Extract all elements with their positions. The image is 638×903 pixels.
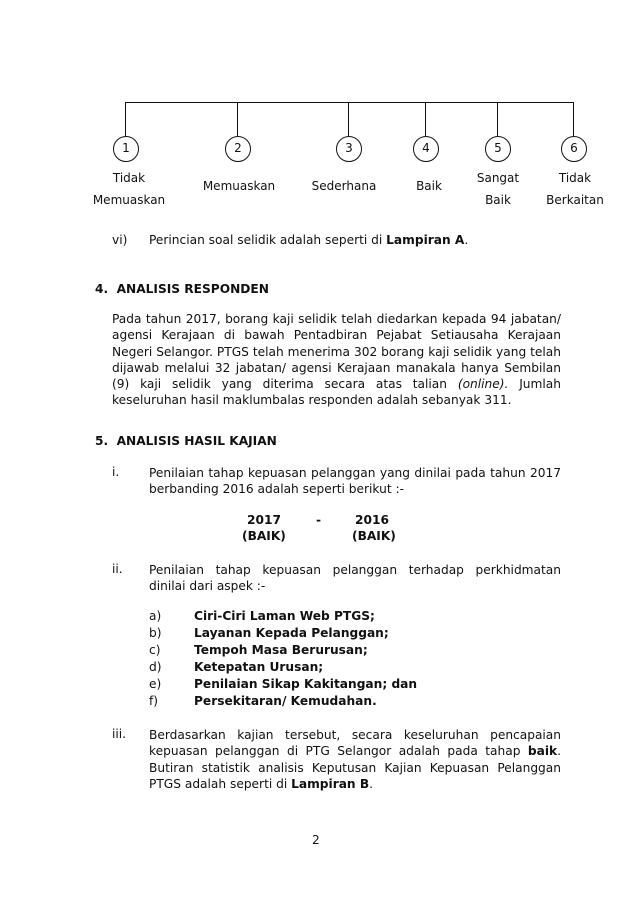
aspect-letter: d) — [149, 660, 162, 674]
page-number: 2 — [312, 833, 320, 847]
aspect-letter: a) — [149, 609, 162, 623]
aspect-letter: e) — [149, 677, 162, 691]
scale-tick — [497, 102, 498, 136]
scale-circle: 4 — [413, 136, 439, 162]
scale-tick — [425, 102, 426, 136]
item-vi-body: Perincian soal selidik adalah seperti di — [149, 233, 387, 247]
scale-circle: 3 — [336, 136, 362, 162]
aspect-letter: f) — [149, 694, 159, 708]
section-4-text-end: Jumlah keseluruhan hasil maklumbalas responden adalah sebanyak 311. — [112, 377, 561, 408]
lampiran-b-ref: Lampiran B — [291, 776, 370, 791]
scale-label: Memuaskan — [92, 193, 166, 207]
item-vi-marker: vi) — [112, 233, 128, 247]
scale-label: Sangat — [476, 171, 520, 185]
item-ii-text: Penilaian tahap kepuasan pelanggan terhadap perkhidmatan dinilai dari aspek :- — [149, 563, 561, 594]
scale-circle: 5 — [485, 136, 511, 162]
scale-circle: 6 — [561, 136, 587, 162]
aspect-item: Layanan Kepada Pelanggan; — [194, 626, 389, 640]
scale-tick — [237, 102, 238, 136]
baik-bold: baik — [527, 744, 558, 759]
year-2016: 2016 — [355, 513, 389, 527]
aspect-item: Penilaian Sikap Kakitangan; dan — [194, 677, 418, 691]
scale-label: Berkaitan — [546, 193, 604, 207]
rating-2016: (BAIK) — [352, 529, 396, 543]
aspect-letter: b) — [149, 626, 162, 640]
scale-label: Memuaskan — [202, 179, 276, 193]
aspect-item: Persekitaran/ Kemudahan. — [194, 694, 377, 708]
item-iii-marker: iii. — [112, 727, 127, 741]
item-vi-end: . — [464, 233, 469, 247]
scale-tick — [125, 102, 126, 136]
rating-2017: (BAIK) — [242, 529, 286, 543]
item-ii-marker: ii. — [112, 562, 123, 576]
scale-label: Tidak — [558, 171, 592, 185]
item-iii-body: Berdasarkan kajian tersebut, secara keseluruhan pencapaian kepuasan pelanggan di PTG Selangor adalah pada tahap — [149, 728, 561, 759]
scale-label: Tidak — [112, 171, 146, 185]
year-dash: - — [316, 513, 322, 527]
scale-label: Baik — [485, 193, 511, 207]
year-2017: 2017 — [247, 513, 281, 527]
aspect-letter: c) — [149, 643, 161, 657]
scale-circle: 1 — [113, 136, 139, 162]
aspect-item: Tempoh Masa Berurusan; — [194, 643, 368, 657]
scale-tick — [573, 102, 574, 136]
aspect-item: Ketepatan Urusan; — [194, 660, 324, 674]
item-iii-end: . — [369, 776, 374, 791]
scale-label: Sederhana — [311, 179, 377, 193]
item-i-marker: i. — [112, 465, 120, 479]
section-4-text: Pada tahun 2017, borang kaji selidik telah diedarkan kepada 94 jabatan/ agensi Kerajaan di bawah Pentadbiran Pejabat Setiausaha Kerajaan Negeri Selangor. PTGS telah menerima 302 borang kaji selidik yang telah dijawab melalui 32 jabatan/ agensi Kerajaan manakala hanya Sembilan (9) kaji selidik yang diterima secara atas talian — [112, 312, 561, 392]
section-5-heading: 5. ANALISIS HASIL KAJIAN — [95, 434, 277, 448]
online-italic: (online). — [457, 377, 509, 392]
lampiran-a-ref: Lampiran A — [386, 233, 465, 247]
item-iii-body-2: . Butiran statistik analisis Keputusan Kajian Kepuasan Pelanggan PTGS adalah seperti di — [149, 744, 561, 791]
item-vi-text — [149, 233, 468, 247]
scale-label: Baik — [416, 179, 442, 193]
section-4-paragraph — [112, 311, 561, 409]
scale-tick — [348, 102, 349, 136]
section-4-heading: 4. ANALISIS RESPONDEN — [95, 282, 269, 296]
scale-circle: 2 — [225, 136, 251, 162]
item-i-text: Penilaian tahap kepuasan pelanggan yang dinilai pada tahun 2017 berbanding 2016 adalah seperti berikut :- — [149, 466, 561, 497]
aspect-item: Ciri-Ciri Laman Web PTGS; — [194, 609, 375, 623]
item-iii-text — [149, 727, 561, 792]
